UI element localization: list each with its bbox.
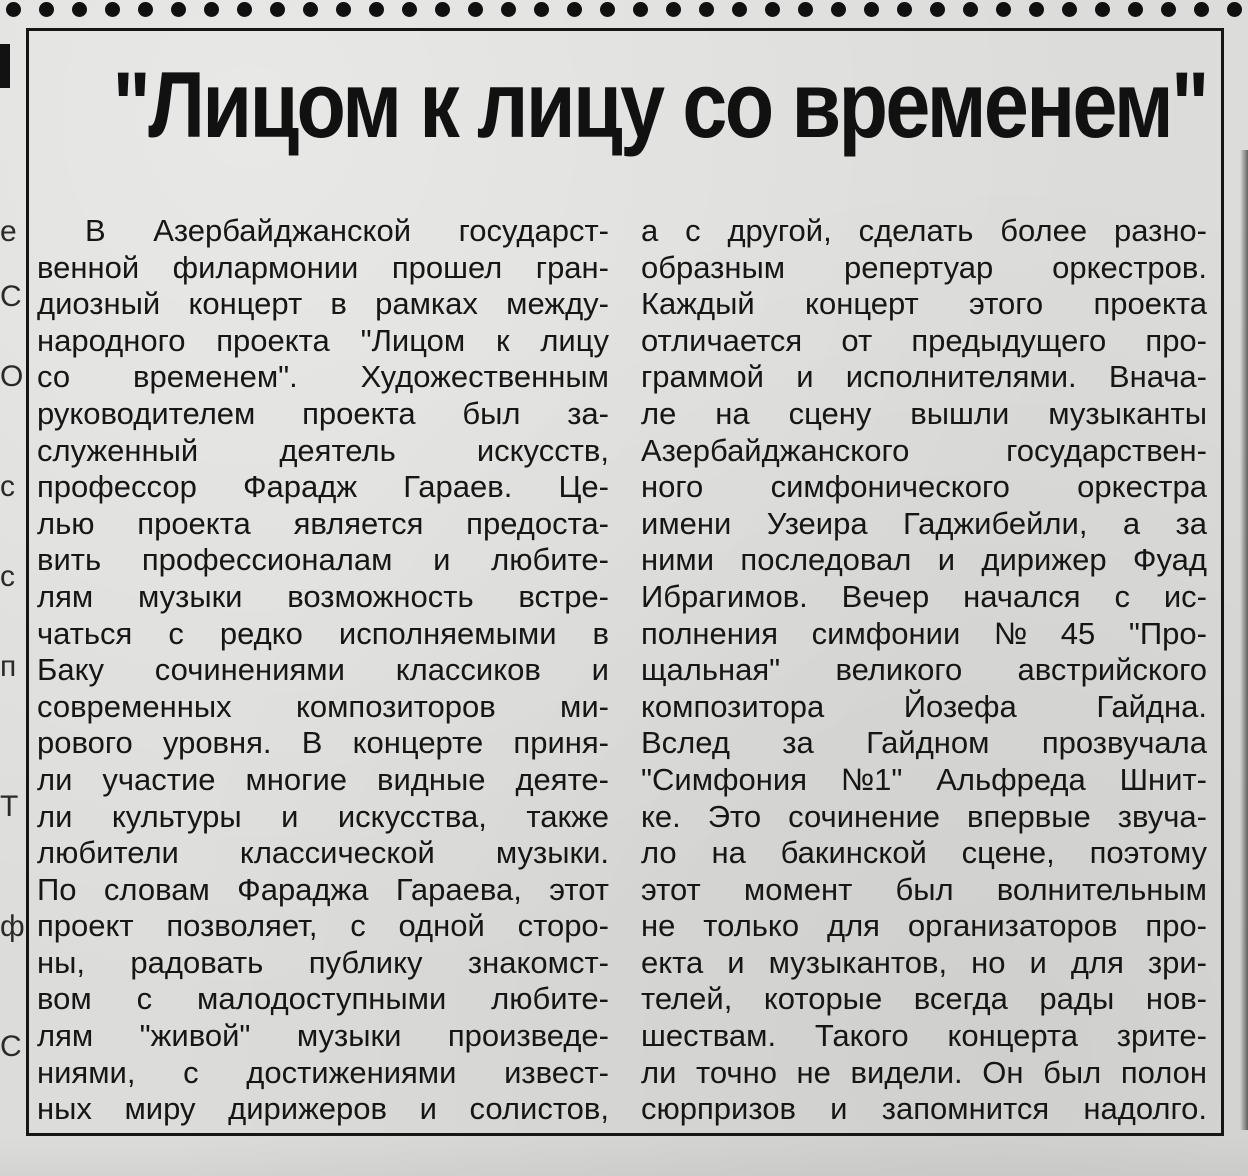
article-box [26,28,1224,1136]
perforation-dot [567,2,582,17]
text-line: шествам. Такого концерта зрите- [641,1018,1207,1054]
perforation-dot [864,2,879,17]
text-line: ных миру дирижеров и солистов, [37,1091,609,1127]
text-line: полнения симфонии № 45 "Про- [641,615,1207,651]
text-line: профессор Фарадж Гараев. Це- [37,469,609,505]
perforation-dot [435,2,450,17]
text-line: В Азербайджанской государст- [85,213,609,248]
text-line: ли участие многие видные деяте- [37,761,609,797]
text-line: композитора Йозефа Гайдна. [641,688,1207,724]
perforation-dot [171,2,186,17]
fragment-char: п [0,650,17,683]
text-line: екта и музыкантов, но и для зри- [641,944,1207,980]
text-line: Азербайджанского государствен- [641,432,1207,468]
perforation-dot [633,2,648,17]
fragment-char: С [0,280,22,313]
text-line: телей, которые всегда рады нов- [641,981,1207,1017]
text-line: народного проекта "Лицом к лицу [37,322,609,358]
perforation-dot [1062,2,1077,17]
text-line: диозный концерт в рамках между- [37,286,609,322]
fragment-char: С [0,1030,22,1063]
perforation-dot [138,2,153,17]
text-line: граммой и исполнителями. Внача- [641,359,1207,395]
perforation-dot [39,2,54,17]
text-line: образным репертуар оркестров. [641,249,1207,285]
text-line: "Симфония №1" Альфреда Шнит- [641,761,1207,797]
text-line: ли точно не видели. Он был полон [641,1054,1207,1090]
perforation-dot [1029,2,1044,17]
text-line: щальная" великого австрийского [641,652,1207,688]
fragment-char: с [0,560,15,593]
text-line: отличается от предыдущего про- [641,322,1207,358]
fragment-char: О [0,360,24,393]
perforation-dot [402,2,417,17]
perforation-dot [6,2,21,17]
perforation-dot [732,2,747,17]
fragment-char: ф [0,910,25,943]
text-line: не только для организаторов про- [641,908,1207,944]
text-line: рового уровня. В концерте приня- [37,725,609,761]
perforation-dot [1095,2,1110,17]
text-line: ле на сцену вышли музыканты [641,395,1207,431]
text-line: Баку сочинениями классиков и [37,652,609,688]
fragment-char: Т [0,790,19,823]
text-line: ло на бакинской сцене, поэтому [641,835,1207,871]
text-line: а с другой, сделать более разно- [641,213,1207,248]
text-line: служенный деятель искусств, [37,432,609,468]
text-line: вом с малодоступными любите- [37,981,609,1017]
fragment-char: с [0,470,15,503]
text-line: Ибрагимов. Вечер начался с ис- [641,578,1207,614]
text-line: Каждый концерт этого проекта [641,286,1207,322]
article-headline: "Лицом к лицу со временем" [112,52,1207,157]
text-line: Вслед за Гайдном прозвучала [641,725,1207,761]
fragment-char: е [0,215,17,248]
text-line: ке. Это сочинение впервые звуча- [641,798,1207,834]
perforation-dot [1161,2,1176,17]
page-edge-shadow [1240,150,1248,1130]
perforation-dot [270,2,285,17]
perforation-dot [72,2,87,17]
text-line: сюрпризов и запомнится надолго. [641,1091,1207,1127]
text-line: лью проекта является предоста- [37,505,609,541]
perforation-dot [765,2,780,17]
text-line: со временем". Художественным [37,359,609,395]
perforation-dot [1227,2,1242,17]
article-column-left [37,213,609,1128]
text-line: По словам Фараджа Гараева, этот [37,871,609,907]
perforation-dot [1194,2,1209,17]
perforation-dot [798,2,813,17]
bottom-margin [0,1136,1248,1176]
adjacent-column-fragment [0,30,25,1150]
perforation-dot [1128,2,1143,17]
perforation-dot [996,2,1011,17]
text-line: проект позволяет, с одной сторо- [37,908,609,944]
perforation-dot [600,2,615,17]
text-line: лям музыки возможность встре- [37,578,609,614]
perforation-dot [237,2,252,17]
perforation-dot [369,2,384,17]
perforation-dot [501,2,516,17]
perforation-dot [336,2,351,17]
perforation-dot [963,2,978,17]
text-line: руководителем проекта был за- [37,395,609,431]
adjacent-rule [0,44,10,88]
perforation-dot [204,2,219,17]
perforation-dot [303,2,318,17]
perforation-dot [105,2,120,17]
text-line: ны, радовать публику знакомст- [37,944,609,980]
text-line: вить профессионалам и любите- [37,542,609,578]
perforation-row [0,0,1248,28]
perforation-dot [534,2,549,17]
text-line: ними последовал и дирижер Фуад [641,542,1207,578]
perforation-dot [897,2,912,17]
text-line: этот момент был волнительным [641,871,1207,907]
text-line: современных композиторов ми- [37,688,609,724]
text-line: любители классической музыки. [37,835,609,871]
perforation-dot [468,2,483,17]
text-line: ниями, с достижениями извест- [37,1054,609,1090]
perforation-dot [666,2,681,17]
text-line: имени Узеира Гаджибейли, а за [641,505,1207,541]
text-line: венной филармонии прошел гран- [37,249,609,285]
perforation-dot [831,2,846,17]
text-line: ного симфонического оркестра [641,469,1207,505]
text-line: ли культуры и искусства, также [37,798,609,834]
text-line: лям "живой" музыки произведе- [37,1018,609,1054]
article-column-right [641,213,1207,1128]
text-line: чаться с редко исполняемыми в [37,615,609,651]
perforation-dot [930,2,945,17]
perforation-dot [699,2,714,17]
